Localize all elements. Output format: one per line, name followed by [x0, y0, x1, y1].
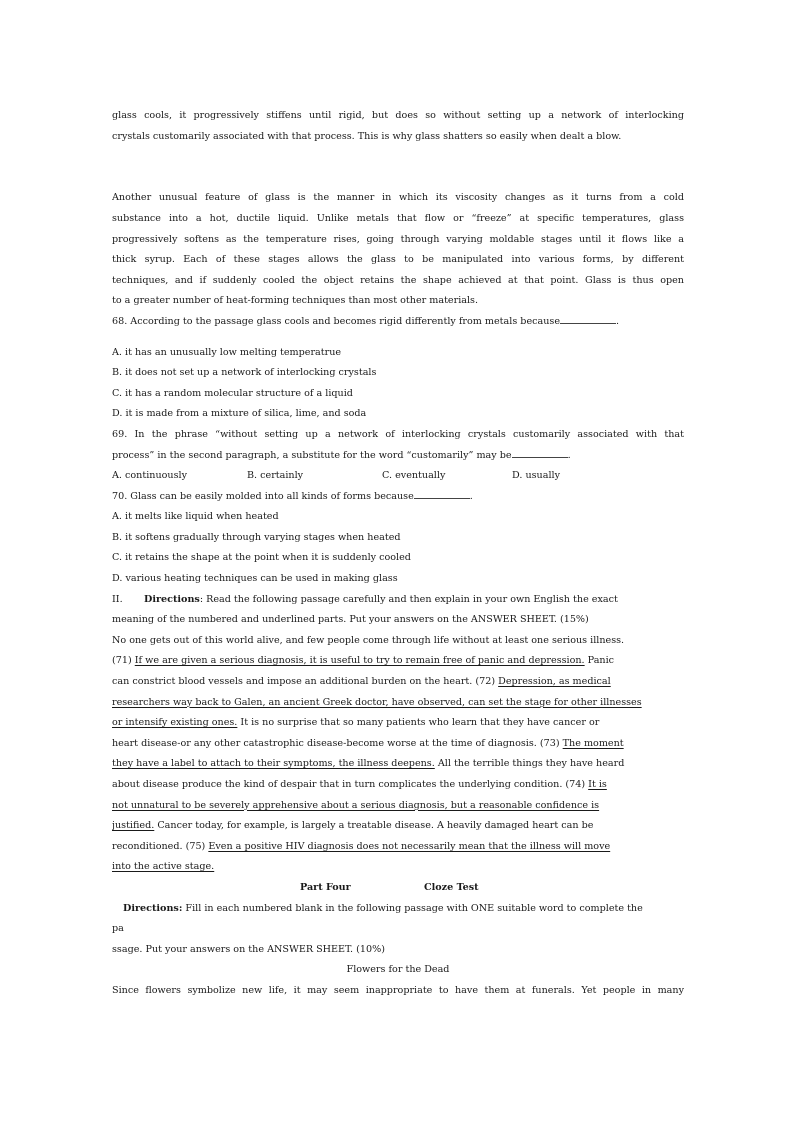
underlined-item-74: justified. — [112, 820, 155, 832]
plain-text: Cancer today, for example, is largely a treatable disease. A heavily damaged heart can be — [154, 820, 594, 832]
option-b: B. certainly — [247, 470, 304, 482]
text-line: progressively softens as the temperature rises, going through varying moldable stages until it flows like a — [112, 233, 684, 245]
text-line — [112, 816, 684, 837]
item-number: (71) — [112, 655, 135, 667]
part-heading — [112, 878, 684, 899]
directions-line — [112, 590, 684, 611]
question-70 — [112, 487, 684, 590]
option-d: D. it is made from a mixture of silica, lime, and soda — [112, 408, 367, 420]
text-line — [112, 796, 684, 817]
directions-label: Directions: — [123, 902, 183, 914]
directions-text: Fill in each numbered blank in the following passage with ONE suitable word to complete the — [182, 902, 643, 914]
underlined-item-74: It is — [588, 779, 607, 790]
options-row — [112, 466, 684, 487]
plain-text: It is no surprise that so many patients who learn that they have cancer or — [237, 717, 600, 729]
underlined-item-75: Even a positive HIV diagnosis does not necessarily mean that the illness will move — [208, 840, 611, 852]
question-end-mark: . — [567, 449, 571, 461]
question-end-mark: . — [469, 490, 473, 502]
section-two-directions — [112, 590, 684, 631]
underlined-item-75: into the active stage. — [112, 861, 215, 873]
question-stem — [112, 487, 684, 508]
text-line: to a greater number of heat-forming techniques than most other materials. — [112, 295, 479, 307]
underlined-item-73: The moment — [562, 737, 624, 749]
second-paragraph — [112, 188, 684, 312]
directions-line — [112, 899, 684, 920]
question-end-mark: . — [616, 315, 620, 327]
plain-text: Panic — [584, 655, 615, 667]
passage-title: Flowers for the Dead — [346, 964, 450, 976]
option-c: C. it retains the shape at the point when it is suddenly cooled — [112, 552, 411, 564]
part-four — [112, 878, 684, 1002]
text-line — [112, 754, 684, 775]
underlined-item-72: researchers way back to Galen, an ancient Greek doctor, have observed, can set the stage for other illnesses — [112, 696, 642, 708]
intro-paragraph — [112, 106, 684, 147]
plain-text: can constrict blood vessels and impose an additional burden on the heart. (72) — [112, 676, 499, 688]
text-line: glass cools, it progressively stiffens until rigid, but does so without setting up a network of interlocking — [112, 110, 684, 121]
question-68 — [112, 312, 684, 425]
part-label: Part Four — [300, 881, 351, 893]
text-line — [112, 693, 684, 714]
text-line — [112, 734, 684, 755]
option-a: A. it melts like liquid when heated — [112, 511, 279, 523]
text-line: No one gets out of this world alive, and few people come through life without at least one serious illness. — [112, 634, 625, 646]
text-line — [112, 775, 684, 796]
question-69-line-1: 69. In the phrase “without setting up a network of interlocking crystals customarily associated with that — [112, 428, 684, 440]
plain-text: reconditioned. (75) — [112, 840, 209, 852]
text-line — [112, 837, 684, 858]
passage-first-line: Since flowers symbolize new life, it may seem inappropriate to have them at funerals. Yet people in many — [112, 984, 684, 996]
directions-line-2: pa — [112, 923, 124, 935]
text-line: thick syrup. Each of these stages allows the glass to be manipulated into various forms, by different — [112, 254, 684, 266]
option-b: B. it does not set up a network of interlocking crystals — [112, 367, 377, 379]
option-b: B. it softens gradually through varying stages when heated — [112, 531, 401, 543]
question-68-stem: 68. According to the passage glass cools and becomes rigid differently from metals because — [112, 315, 560, 327]
text-line — [112, 857, 684, 878]
answer-blank — [414, 487, 470, 499]
directions-line-2: meaning of the numbered and underlined parts. Put your answers on the ANSWER SHEET. (15%) — [112, 614, 589, 626]
directions-line-3: ssage. Put your answers on the ANSWER SHEET. (10%) — [112, 943, 385, 955]
translation-passage — [112, 631, 684, 878]
text-line — [112, 672, 684, 693]
question-70-stem: 70. Glass can be easily molded into all kinds of forms because — [112, 490, 414, 502]
underlined-item-72: or intensify existing ones. — [112, 717, 238, 729]
plain-text: All the terrible things they have heard — [434, 758, 625, 770]
spacer — [112, 333, 684, 343]
text-line: substance into a hot, ductile liquid. Unlike metals that flow or “freeze” at specific temperatures, glass — [112, 212, 684, 224]
underlined-item-74: not unnatural to be severely apprehensive about a serious diagnosis, but a reasonable confidence is — [112, 799, 600, 811]
underlined-item-72: Depression, as medical — [498, 676, 611, 688]
option-c: C. eventually — [382, 470, 446, 482]
answer-blank — [512, 446, 568, 458]
text-line: Another unusual feature of glass is the manner in which its viscosity changes as it turns from a cold — [112, 192, 684, 204]
plain-text: about disease produce the kind of despair that in turn complicates the underlying condition. (74) — [112, 779, 589, 790]
underlined-item-71: If we are given a serious diagnosis, it is useful to try to remain free of panic and depression. — [134, 655, 585, 667]
part-title: Cloze Test — [424, 881, 479, 893]
plain-text: heart disease-or any other catastrophic disease-become worse at the time of diagnosis. (73) — [112, 737, 563, 749]
underlined-item-73: they have a label to attach to their symptoms, the illness deepens. — [112, 758, 435, 770]
question-stem — [112, 312, 684, 333]
directions-label: Directions — [144, 593, 200, 605]
text-line: crystals customarily associated with that process. This is why glass shatters so easily when dealt a blow. — [112, 130, 622, 142]
section-numeral: II. — [112, 593, 123, 605]
paragraph-gap — [112, 147, 684, 188]
option-d: D. various heating techniques can be used in making glass — [112, 573, 398, 585]
option-d: D. usually — [512, 470, 561, 482]
document-page — [112, 106, 684, 1002]
question-stem — [112, 446, 684, 467]
option-a: A. continuously — [112, 470, 188, 482]
option-c: C. it has a random molecular structure of a liquid — [112, 387, 353, 399]
option-a: A. it has an unusually low melting temperatrue — [112, 346, 342, 358]
text-line: techniques, and if suddenly cooled the object retains the shape achieved at that point. Glass is thus open — [112, 274, 684, 286]
question-69 — [112, 425, 684, 487]
question-69-line-2: process” in the second paragraph, a substitute for the word “customarily” may be — [112, 449, 512, 461]
directions-text: : Read the following passage carefully and then explain in your own English the exact — [199, 593, 618, 605]
answer-blank — [560, 312, 616, 324]
text-line — [112, 651, 684, 672]
text-line — [112, 713, 684, 734]
